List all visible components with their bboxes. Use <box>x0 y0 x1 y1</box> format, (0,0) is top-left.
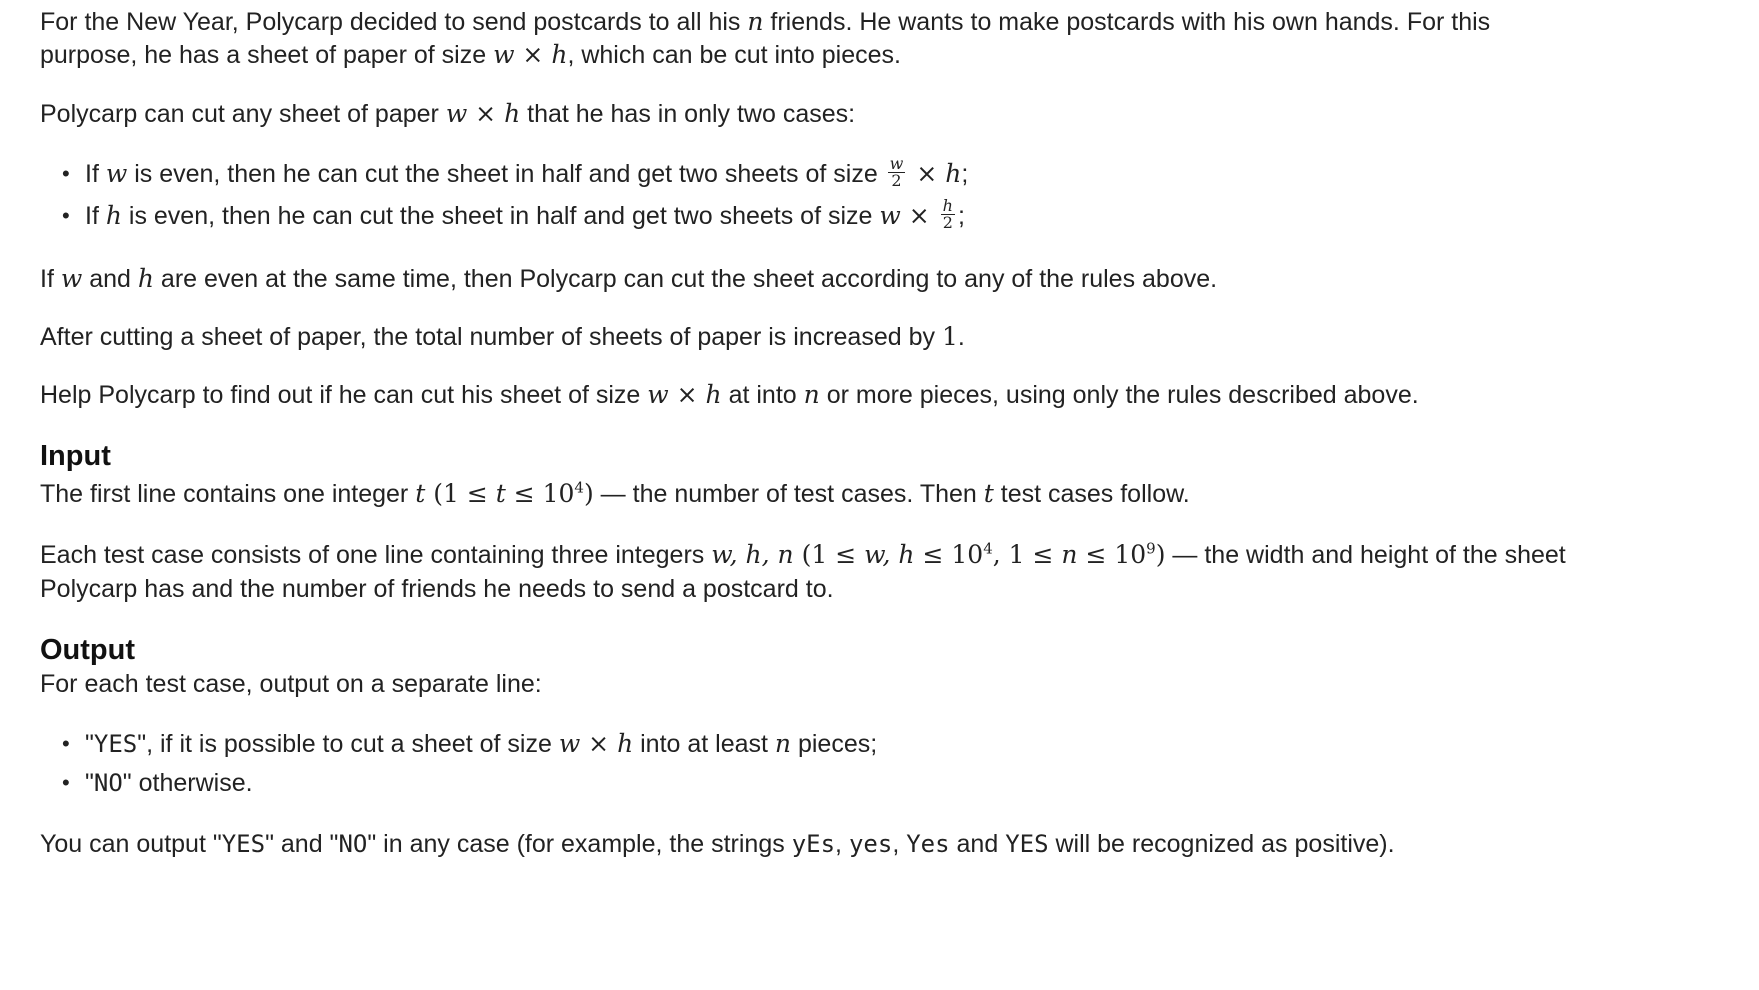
text: , which can be cut into pieces. <box>567 41 901 69</box>
text: Polycarp has and the number of friends he needs to send a postcard to. <box>40 575 834 603</box>
text: The first line contains one integer <box>40 480 416 508</box>
text: are even at the same time, then Polycarp can cut the sheet according to any of the rules above. <box>153 265 1218 293</box>
math-text: ≤ 10 <box>914 540 984 569</box>
bullet: • <box>62 161 70 186</box>
input-line-2 <box>40 538 1566 572</box>
math-text: (1 ≤ <box>793 540 865 569</box>
code-yes: YES <box>93 730 138 758</box>
code-yes: YES <box>221 830 266 858</box>
text: is even, then he can cut the sheet in half and get two sheets of size <box>121 202 880 230</box>
math-exponent: 4 <box>983 539 993 558</box>
code-no: NO <box>338 830 368 858</box>
text: , <box>835 830 849 858</box>
math-text: ) <box>583 479 594 508</box>
math-w: w <box>647 380 669 409</box>
math-h: h <box>504 99 521 128</box>
math-h: h <box>945 159 962 188</box>
text: " <box>85 730 94 758</box>
text: will be recognized as positive). <box>1048 830 1395 858</box>
text: " <box>85 769 94 797</box>
both-even-paragraph <box>40 262 1217 296</box>
math-times: × <box>514 40 552 69</box>
text: — the width and height of the sheet <box>1165 541 1566 569</box>
math-t: t <box>495 479 506 508</box>
math-n: n <box>747 7 764 36</box>
math-n: n <box>1061 540 1078 569</box>
text: If <box>85 202 106 230</box>
math-n: n <box>774 729 792 758</box>
math-t: t <box>983 479 994 508</box>
math-text: , 1 ≤ <box>992 540 1062 569</box>
math-text: (1 ≤ <box>425 479 496 508</box>
text: ; <box>961 160 969 188</box>
cases-lead <box>40 97 855 131</box>
math-w: w <box>558 729 581 758</box>
output-heading: Output <box>40 634 136 666</box>
frac-den: 2 <box>942 212 953 232</box>
code-string: Yes <box>906 830 950 858</box>
text: purpose, he has a sheet of paper of size <box>40 41 494 69</box>
intro-line-2 <box>40 38 901 72</box>
math-n: n <box>803 380 820 409</box>
text: After cutting a sheet of paper, the total number of sheets of paper is increased by <box>40 323 942 351</box>
text: Each test case consists of one line containing three integers <box>40 541 712 569</box>
text: and <box>82 265 138 293</box>
math-times: × <box>668 380 706 409</box>
fraction-w-over-2 <box>888 153 906 190</box>
frac-num: h <box>942 195 953 215</box>
text: into at least <box>633 730 775 758</box>
help-paragraph <box>40 378 1419 412</box>
text: ; <box>957 202 965 230</box>
intro-line-1 <box>40 5 1490 39</box>
math-h: h <box>551 40 568 69</box>
output-note <box>40 827 1395 861</box>
math-exponent: 9 <box>1146 539 1156 558</box>
text: , <box>892 830 907 858</box>
text: If <box>85 160 106 188</box>
text: If <box>40 265 61 293</box>
code-string: yes <box>848 830 893 858</box>
code-no: NO <box>93 769 123 797</box>
input-heading: Input <box>40 440 111 472</box>
text: at into <box>721 381 804 409</box>
text: — the number of test cases. Then <box>593 480 984 508</box>
math-text: ≤ 10 <box>1077 540 1147 569</box>
math-times: × <box>580 729 618 758</box>
math-w: w <box>60 264 83 293</box>
bullet: • <box>62 770 70 795</box>
text: You can output " <box>40 830 222 858</box>
fraction-h-over-2 <box>941 195 955 232</box>
output-line-1: For each test case, output on a separate line: <box>40 670 542 698</box>
text: " <box>137 730 147 758</box>
math-vars: w, h <box>864 540 915 569</box>
math-text: ≤ 10 <box>505 479 575 508</box>
math-w: w <box>105 159 128 188</box>
text: is even, then he can cut the sheet in half and get two sheets of size <box>127 160 885 188</box>
after-cut-paragraph <box>40 320 965 354</box>
math-vars: w, h, n <box>711 540 794 569</box>
bullet: • <box>62 731 70 756</box>
math-times: × <box>467 99 505 128</box>
math-text: ) <box>1155 540 1166 569</box>
text: and <box>949 830 1006 858</box>
text: otherwise. <box>131 769 253 797</box>
math-times: × <box>900 201 938 230</box>
text: " in any case (for example, the strings <box>367 830 792 858</box>
math-one: 1 <box>941 322 958 351</box>
text: Polycarp can cut any sheet of paper <box>40 100 446 128</box>
text: . <box>957 323 965 351</box>
bullet: • <box>62 203 70 228</box>
text: or more pieces, using only the rules described above. <box>819 381 1419 409</box>
math-times: × <box>908 159 946 188</box>
frac-num: w <box>889 153 904 173</box>
code-string: YES <box>1005 830 1049 858</box>
math-h: h <box>105 201 122 230</box>
input-line-1 <box>40 477 1190 511</box>
text: friends. He wants to make postcards with his own hands. For this <box>763 8 1491 36</box>
math-w: w <box>493 40 515 69</box>
text: Help Polycarp to find out if he can cut his sheet of size <box>40 381 648 409</box>
math-h: h <box>705 380 722 409</box>
text: test cases follow. <box>993 480 1190 508</box>
text: For the New Year, Polycarp decided to send postcards to all his <box>40 8 748 36</box>
text: , if it is possible to cut a sheet of size <box>146 730 559 758</box>
math-w: w <box>879 201 901 230</box>
math-w: w <box>445 99 468 128</box>
code-string: yEs <box>791 830 836 858</box>
text: that he has in only two cases: <box>520 100 856 128</box>
text: " and " <box>265 830 339 858</box>
text: pieces; <box>791 730 878 758</box>
text: " <box>122 769 132 797</box>
frac-den: 2 <box>891 170 902 190</box>
math-exponent: 4 <box>574 478 584 497</box>
math-h: h <box>137 264 154 293</box>
input-line-3 <box>40 572 834 606</box>
math-t: t <box>415 479 426 508</box>
math-h: h <box>617 729 634 758</box>
